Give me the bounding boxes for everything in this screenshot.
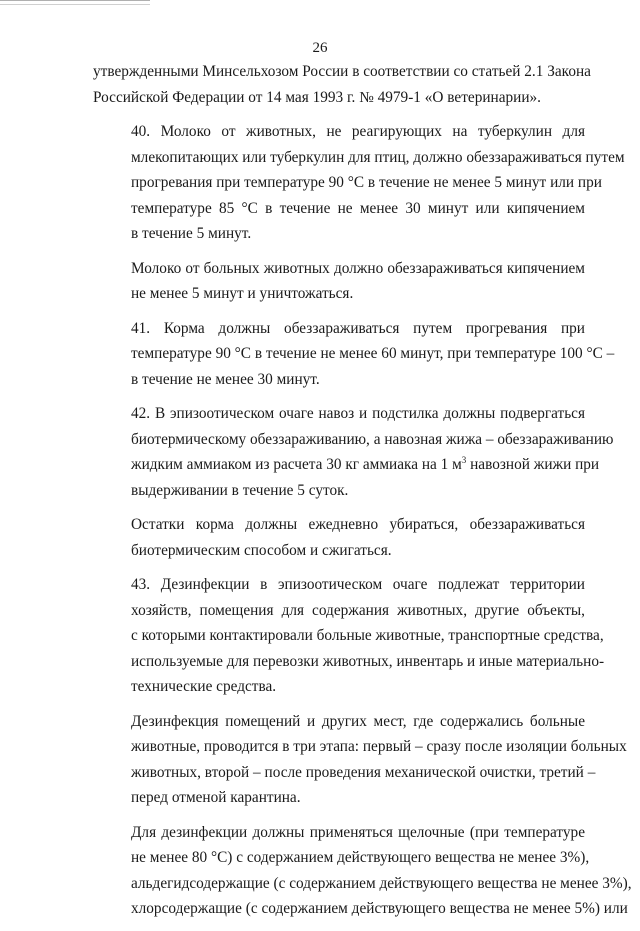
text-line: в течение не менее 30 минут. xyxy=(131,370,320,388)
text-fragment: навозной жижи при xyxy=(466,456,600,473)
text-line: используемые для перевозки животных, инвентарь и иные материально- xyxy=(131,652,605,670)
text-line-with-superscript xyxy=(93,452,600,478)
text-line: выдерживании в течение 5 суток. xyxy=(131,481,349,499)
text-fragment: жидким аммиаком из расчета 30 кг аммиака на 1 м xyxy=(131,456,462,473)
paragraph-41 xyxy=(93,316,615,393)
paragraph-disinfectants xyxy=(93,820,632,922)
superscript-cubic: 3 xyxy=(461,454,467,465)
paragraph-42 xyxy=(93,401,614,503)
text-line: животных, второй – после проведения механической очистки, третий – xyxy=(131,763,596,781)
text-line: 42. В эпизоотическом очаге навоз и подстилка должны подвергаться xyxy=(131,405,585,422)
text-line: 43. Дезинфекции в эпизоотическом очаге подлежат территории xyxy=(131,576,585,593)
text-line: Дезинфекция помещений и других мест, где содержались больные xyxy=(131,712,585,730)
page-number: 26 xyxy=(312,40,328,56)
text-line: Российской Федерации от 14 мая 1993 г. № 4979-1 «О ветеринарии». xyxy=(93,88,541,106)
document-body xyxy=(93,59,632,931)
paragraph-40 xyxy=(93,119,625,247)
text-line: температуре 85 °С в течение не менее 30 минут или кипячением xyxy=(131,199,585,217)
text-line: прогревания при температуре 90 °С в течение не менее 5 минут или при xyxy=(131,174,602,191)
text-line: в течение 5 минут. xyxy=(131,225,252,242)
text-line: хозяйств, помещения для содержания животных, другие объекты, xyxy=(131,601,585,619)
text-line: млекопитающих или туберкулин для птиц, должно обеззараживаться путем xyxy=(131,148,625,166)
paragraph-43 xyxy=(93,572,605,700)
text-line: с которыми контактировали больные животные, транспортные средства, xyxy=(131,627,604,644)
text-line: хлорсодержащие (с содержанием действующего вещества не менее 5%) или xyxy=(131,900,628,917)
text-line: альдегидсодержащие (с содержанием действующего вещества не менее 3%), xyxy=(131,874,632,892)
scan-top-rule xyxy=(0,0,150,5)
paragraph-feed-remains xyxy=(93,512,585,563)
text-line: животные, проводится в три этапа: первый – сразу после изоляции больных xyxy=(131,738,627,755)
text-line: не менее 80 °С) с содержанием действующего вещества не менее 3%), xyxy=(131,849,590,866)
text-line: Остатки корма должны ежедневно убираться, обеззараживаться xyxy=(131,516,585,533)
text-line: биотермическим способом и сжигаться. xyxy=(131,541,392,559)
text-line: перед отменой карантина. xyxy=(131,789,301,806)
text-line: 41. Корма должны обеззараживаться путем прогревания при xyxy=(131,319,585,337)
text-line: утвержденными Минсельхозом России в соответствии со статьей 2.1 Закона xyxy=(93,63,591,80)
text-line: температуре 90 °С в течение не менее 60 минут, при температуре 100 °С – xyxy=(131,345,615,362)
paragraph-milk-sick xyxy=(93,256,585,307)
paragraph-disinfection-stages xyxy=(93,709,627,811)
text-line: Молоко от больных животных должно обеззараживаться кипячением xyxy=(131,259,585,277)
text-line: биотермическому обеззараживанию, а навозная жижа – обеззараживанию xyxy=(131,430,614,448)
text-line: Для дезинфекции должны применяться щелочные (при температуре xyxy=(131,823,585,841)
text-line: не менее 5 минут и уничтожаться. xyxy=(131,285,354,302)
paragraph-intro xyxy=(93,59,591,110)
text-line: 40. Молоко от животных, не реагирующих на туберкулин для xyxy=(131,123,585,140)
text-line: технические средства. xyxy=(131,678,277,695)
